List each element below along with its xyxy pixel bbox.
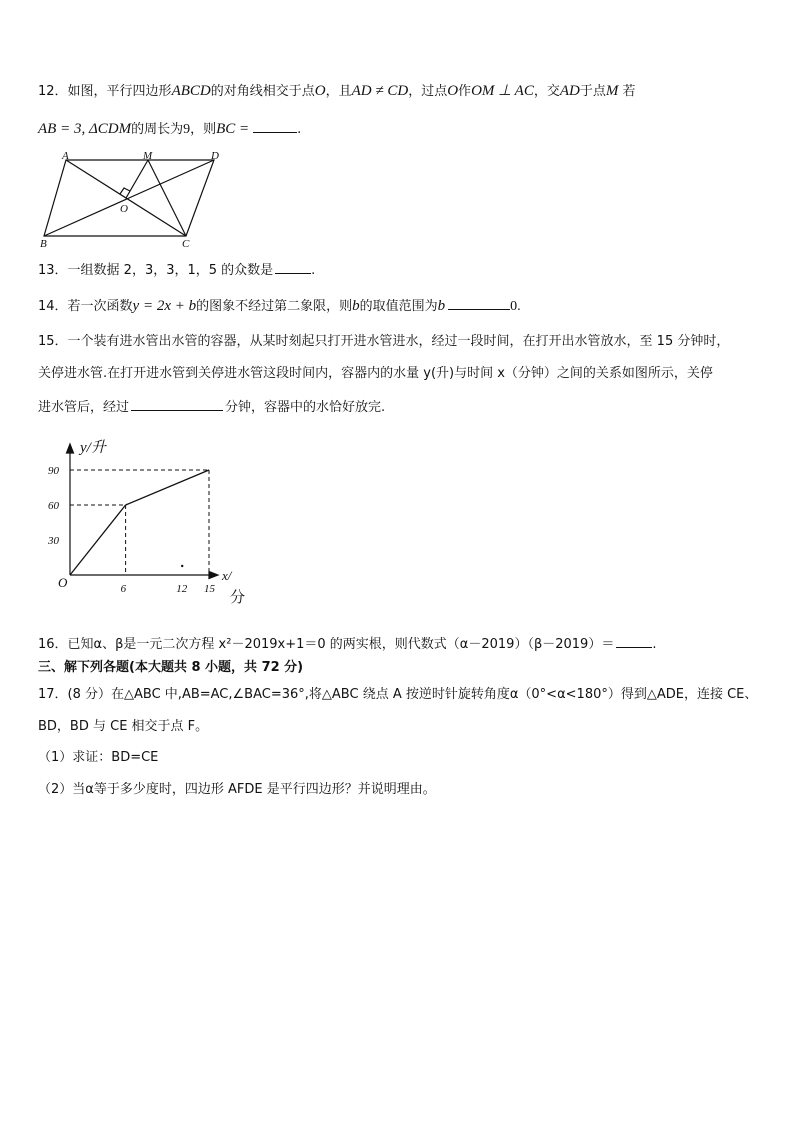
text: . [652, 637, 657, 652]
math-bc: BC = [216, 121, 250, 137]
text: ，且 [325, 84, 352, 99]
x-tick-label: 6 [120, 583, 127, 595]
text: 若 [622, 84, 636, 99]
question-12-line-2 [38, 118, 301, 139]
x-tick-label: 12 [176, 583, 188, 595]
answer-blank[interactable] [253, 118, 297, 133]
text: 如图，平行四边形 [67, 84, 172, 99]
x-axis-unit: 分 [230, 590, 246, 606]
y-tick-label: 60 [48, 500, 59, 512]
text: . [311, 263, 316, 278]
math-om-perp-ac: OM ⊥ AC [471, 83, 534, 99]
diagonal-bd [44, 160, 214, 236]
text: 0. [510, 299, 521, 314]
math-b: b [437, 298, 446, 314]
label-c: C [182, 238, 190, 250]
section-title: 三、解下列各题(本大题共 8 小题，共 72 分) [38, 660, 304, 675]
question-17-line-1 [38, 686, 757, 704]
text: 14．若一次函数 [38, 299, 133, 314]
answer-blank[interactable] [275, 259, 311, 274]
number: 9 [183, 122, 191, 137]
text: ，过点 [408, 84, 448, 99]
question-17-sub-1 [38, 749, 158, 767]
parallelogram-figure [36, 150, 226, 250]
text: 的对角线相交于点 [210, 84, 315, 99]
math-ad: AD [559, 83, 580, 99]
answer-blank[interactable] [131, 396, 223, 411]
section-3-title [38, 659, 303, 677]
math-o: O [314, 83, 326, 99]
water-volume-chart [36, 432, 266, 612]
x-axis-label: x/ [222, 568, 232, 583]
label-m: M [143, 150, 153, 162]
text: 进水管后，经过 [38, 400, 130, 415]
label-a: A [62, 150, 69, 162]
answer-blank[interactable] [616, 633, 652, 648]
text: 关停进水管.在打开进水管到关停进水管这段时间内，容器内的水量 y(升)与时间 x（分钟）之间的关系如图所示，关停 [38, 366, 713, 381]
math-equation: y = 2x + b [132, 298, 197, 314]
x-axis-arrow [209, 572, 218, 579]
question-number: 12． [38, 84, 68, 99]
segment-om [126, 160, 148, 198]
text: 13．一组数据 2，3，3，1，5 的众数是 [38, 263, 274, 278]
question-15-line-3 [38, 396, 385, 417]
text: ，交 [533, 84, 560, 99]
text: （2）当α等于多少度时，四边形 AFDE 是平行四边形？并说明理由。 [38, 782, 436, 797]
text: BD，BD 与 CE 相交于点 F。 [38, 719, 209, 734]
label-b: B [40, 238, 47, 250]
y-axis-arrow [67, 444, 74, 453]
series-segment [70, 505, 126, 575]
text: 15．一个装有进水管出水管的容器，从某时刻起只打开进水管进水，经过一段时间，在打开出水管放水，至 15 分钟时， [38, 334, 730, 349]
math-o: O [447, 83, 459, 99]
text: 的周长为 [131, 122, 184, 137]
x-tick-label: 15 [204, 583, 215, 595]
math-abcd: ABCD [171, 83, 211, 99]
origin-label: O [58, 575, 68, 590]
series-segment [126, 470, 209, 505]
question-13 [38, 259, 315, 280]
text: ，则 [190, 122, 217, 137]
text: 16．已知α、β是一元二次方程 x²－2019x+1＝0 的两实根，则代数式（α－2019）（β－2019）＝ [38, 637, 615, 652]
text: （1）求证：BD=CE [38, 750, 159, 765]
tick-dot [181, 565, 183, 567]
question-16 [38, 633, 656, 654]
question-14 [38, 295, 521, 316]
text: 17．(8 分）在△ABC 中,AB=AC,∠BAC=36°,将△ABC 绕点 A 按逆时针旋转角度α（0°<α<180°）得到△ADE，连接 CE、 [38, 687, 758, 702]
label-o: O [120, 203, 128, 215]
text: 的图象不经过第二象限，则 [196, 299, 353, 314]
text: . [297, 122, 302, 137]
text: 分钟，容器中的水恰好放完. [225, 400, 386, 415]
text: 的取值范围为 [359, 299, 438, 314]
label-d: D [211, 150, 219, 162]
y-tick-label: 30 [48, 535, 59, 547]
math-m: M [605, 83, 619, 99]
text: 作 [458, 84, 472, 99]
math-ab3: AB = 3, ΔCDM [38, 121, 132, 137]
answer-blank[interactable] [448, 295, 510, 310]
question-15-line-1 [38, 333, 729, 351]
question-17-line-2 [38, 718, 208, 736]
math-ad-ne-cd: AD ≠ CD [351, 83, 409, 99]
y-axis-label: y/升 [80, 440, 106, 456]
y-tick-label: 90 [48, 465, 59, 477]
question-12-line-1 [38, 82, 636, 101]
math-b: b [352, 298, 360, 314]
question-17-sub-2 [38, 781, 436, 799]
text: 于点 [579, 84, 606, 99]
question-15-line-2 [38, 365, 713, 383]
